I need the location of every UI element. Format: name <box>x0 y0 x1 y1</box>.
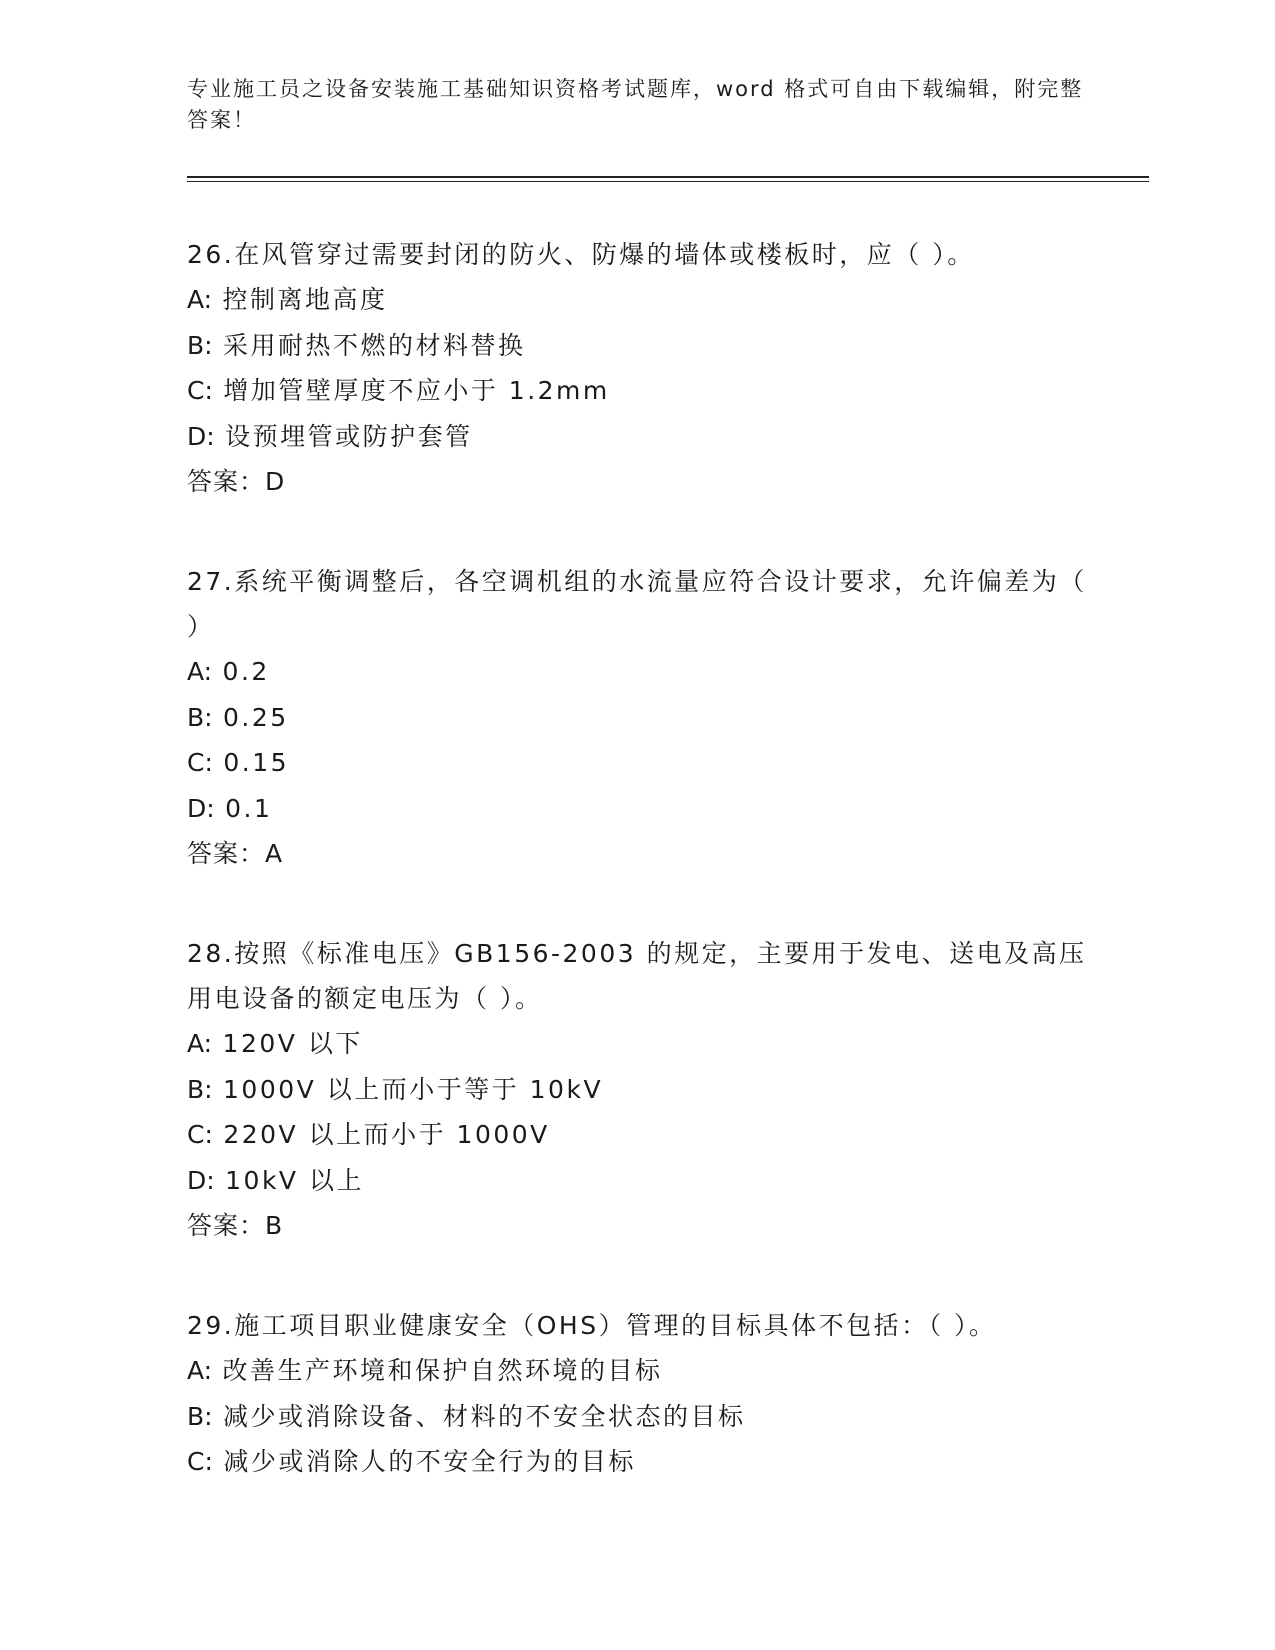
option-label: B: <box>187 702 213 732</box>
option-label: B: <box>187 1401 213 1431</box>
question-stem: 28.按照《标准电压》GB156-2003 的规定，主要用于发电、送电及高压用电设备的额定电压为（ ）。 <box>187 939 1087 1013</box>
option-b <box>187 1394 1087 1440</box>
option-a <box>187 277 1087 323</box>
option-c <box>187 368 1087 414</box>
question-stem: 27.系统平衡调整后，各空调机组的水流量应符合设计要求，允许偏差为（ ） <box>187 567 1087 641</box>
option-b <box>187 323 1087 369</box>
option-label: C: <box>187 376 213 405</box>
answer-line: 答案：A <box>187 839 284 868</box>
option-text: 增加管壁厚度不应小于 1.2mm <box>223 376 610 405</box>
option-c <box>187 1112 1087 1158</box>
option-c <box>187 740 1087 786</box>
answer-line: 答案：D <box>187 467 286 496</box>
option-label: B: <box>187 330 213 360</box>
option-label: D: <box>187 1165 215 1195</box>
option-label: C: <box>187 748 213 777</box>
option-c <box>187 1439 1087 1485</box>
option-text: 控制离地高度 <box>222 285 388 314</box>
option-b <box>187 695 1087 741</box>
option-text: 120V 以下 <box>222 1029 363 1058</box>
option-text: 0.25 <box>223 702 289 732</box>
option-a <box>187 1021 1087 1067</box>
option-text: 1000V 以上而小于等于 10kV <box>223 1074 604 1104</box>
answer-line: 答案：B <box>187 1211 284 1240</box>
option-label: A: <box>187 1029 213 1058</box>
question-stem: 26.在风管穿过需要封闭的防火、防爆的墙体或楼板时，应（ ）。 <box>187 240 975 269</box>
option-label: A: <box>187 285 213 314</box>
option-text: 0.15 <box>223 748 290 777</box>
question-stem: 29.施工项目职业健康安全（OHS）管理的目标具体不包括：（ ）。 <box>187 1311 997 1340</box>
option-text: 10kV 以上 <box>225 1165 364 1195</box>
document-intro: 专业施工员之设备安装施工基础知识资格考试题库，word 格式可自由下载编辑，附完整答案！ <box>187 77 1084 132</box>
option-text: 减少或消除设备、材料的不安全状态的目标 <box>223 1401 746 1431</box>
option-a <box>187 649 1087 695</box>
header-divider-top <box>187 176 1149 178</box>
option-d <box>187 786 1087 832</box>
option-text: 0.1 <box>225 793 273 823</box>
option-label: C: <box>187 1447 213 1476</box>
question-list <box>187 232 1087 1539</box>
option-label: D: <box>187 421 215 451</box>
option-b <box>187 1067 1087 1113</box>
question-29 <box>187 1303 1087 1485</box>
question-28 <box>187 931 1087 1249</box>
option-text: 减少或消除人的不安全行为的目标 <box>223 1447 636 1476</box>
option-label: D: <box>187 793 215 823</box>
option-text: 改善生产环境和保护自然环境的目标 <box>222 1356 663 1385</box>
header-divider-bottom <box>187 181 1149 182</box>
question-26 <box>187 232 1087 505</box>
option-label: B: <box>187 1074 213 1104</box>
option-label: A: <box>187 657 213 686</box>
option-label: C: <box>187 1120 213 1149</box>
option-text: 采用耐热不燃的材料替换 <box>223 330 526 360</box>
option-label: A: <box>187 1356 213 1385</box>
question-27 <box>187 559 1087 877</box>
option-text: 0.2 <box>222 657 270 686</box>
option-text: 设预埋管或防护套管 <box>225 421 473 451</box>
option-d <box>187 1158 1087 1204</box>
option-d <box>187 414 1087 460</box>
option-a <box>187 1348 1087 1394</box>
option-text: 220V 以上而小于 1000V <box>223 1120 550 1149</box>
